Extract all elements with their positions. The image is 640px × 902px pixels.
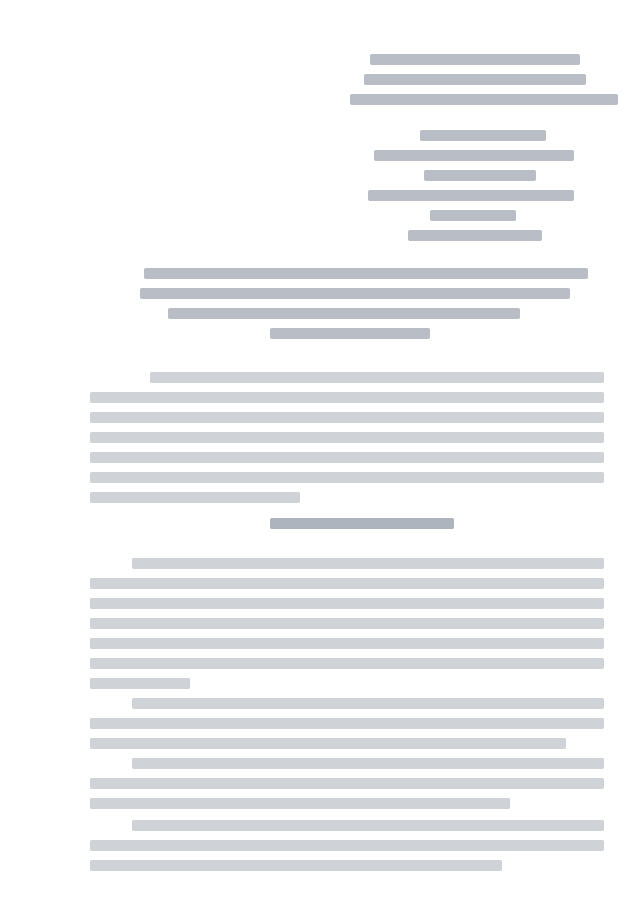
paragraph-2-line-3 — [90, 860, 502, 871]
section-1-line-7 — [90, 492, 300, 503]
definition-bon-line-1 — [132, 698, 604, 709]
title-line-1 — [144, 268, 588, 279]
appendix-4-line-2 — [364, 74, 586, 85]
definition-trbo-line-4 — [90, 618, 604, 629]
section-1-line-4 — [90, 432, 604, 443]
appendix-6-line-5 — [430, 210, 516, 221]
definition-bon-1-line-2 — [90, 778, 604, 789]
definition-trbo-line-6 — [90, 658, 604, 669]
appendix-6-line-1 — [420, 130, 546, 141]
section-1-line-2 — [90, 392, 604, 403]
definition-trbo-line-7 — [90, 678, 190, 689]
paragraph-2-line-1 — [132, 820, 604, 831]
formula-1 — [270, 518, 454, 529]
section-1-line-3 — [90, 412, 604, 423]
appendix-6-line-2 — [374, 150, 574, 161]
section-1-line-5 — [90, 452, 604, 463]
appendix-4-line-1 — [370, 54, 580, 65]
definition-bon-1-line-1 — [132, 758, 604, 769]
appendix-6-line-3 — [424, 170, 536, 181]
definition-trbo-line-5 — [90, 638, 604, 649]
paragraph-2-line-2 — [90, 840, 604, 851]
definition-bon-line-3 — [90, 738, 566, 749]
appendix-6-line-6 — [408, 230, 542, 241]
appendix-4-line-3 — [350, 94, 618, 105]
title-line-2 — [140, 288, 570, 299]
definition-trbo-line-2 — [90, 578, 604, 589]
title-line-4 — [270, 328, 430, 339]
definition-bon-line-2 — [90, 718, 604, 729]
appendix-6-line-4 — [368, 190, 574, 201]
definition-bon-1-line-3 — [90, 798, 510, 809]
definition-trbo-line-3 — [90, 598, 604, 609]
section-1-line-1 — [150, 372, 604, 383]
definition-trbo-line-1 — [132, 558, 604, 569]
title-line-3 — [168, 308, 520, 319]
section-1-line-6 — [90, 472, 604, 483]
